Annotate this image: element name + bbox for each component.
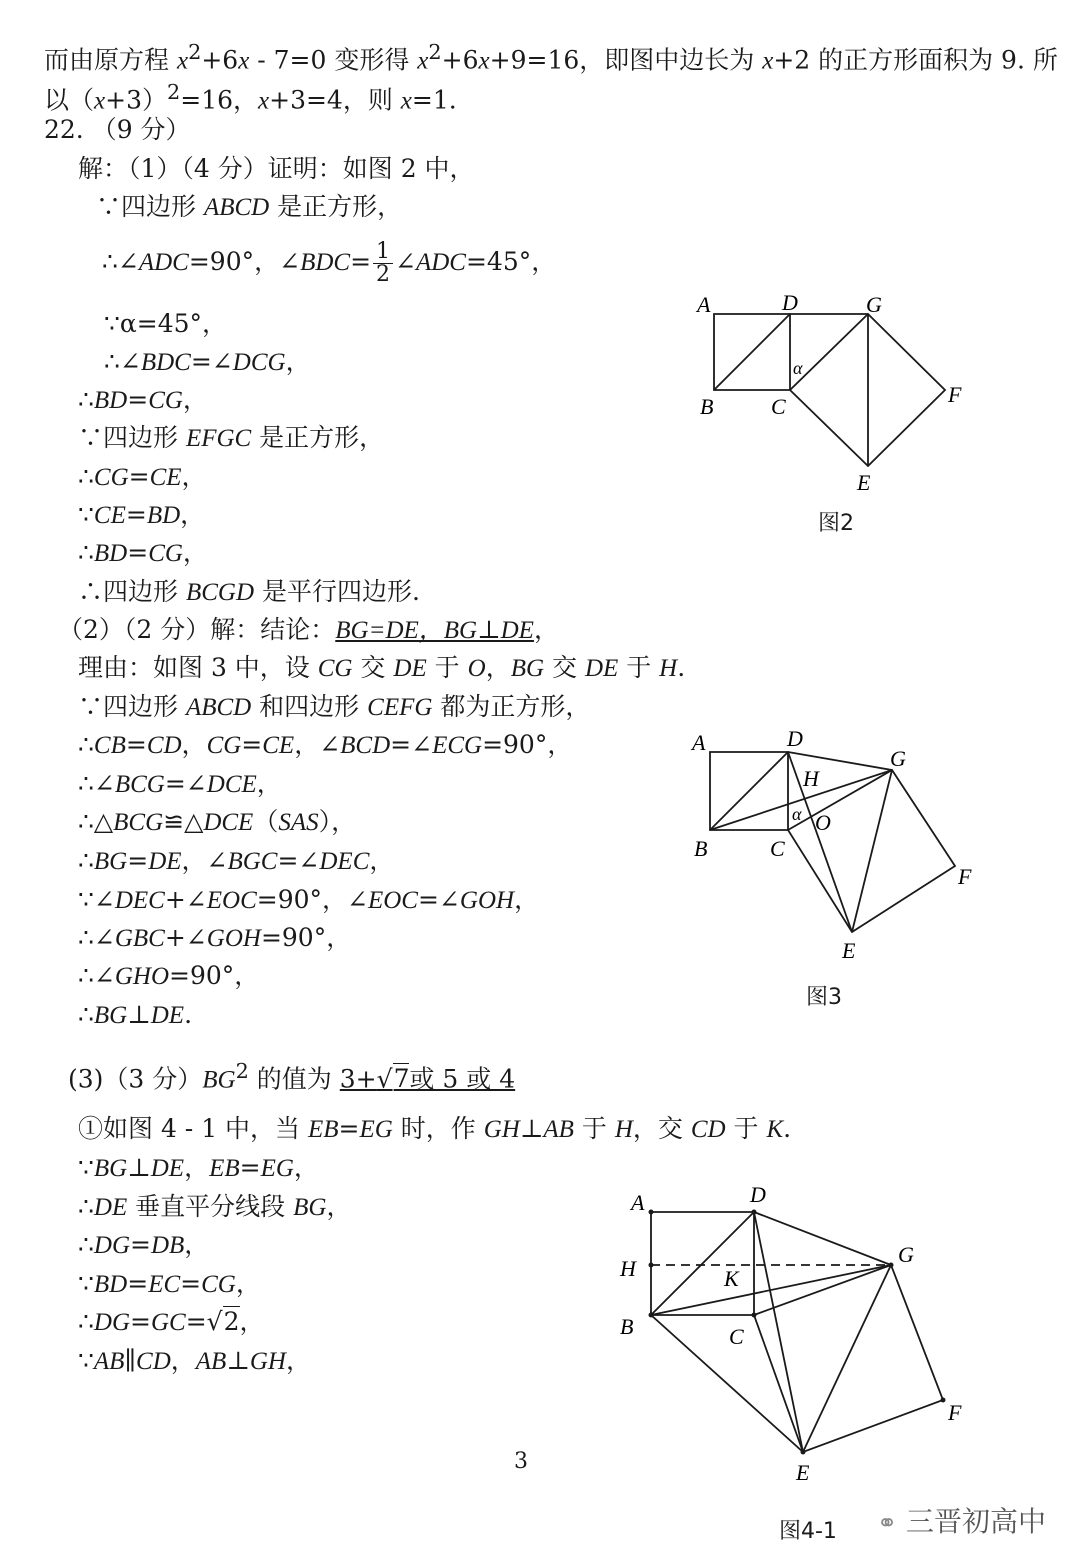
text-line: ∵BG⊥DE，EB=EG， <box>78 1153 319 1182</box>
text-line: 解：（1）（4 分）证明：如图 2 中， <box>78 154 475 183</box>
label-f: F <box>958 864 972 889</box>
point-c <box>752 1313 757 1318</box>
text-line: ∴BG⊥DE. <box>78 1000 193 1029</box>
figure-3-caption: 图3 <box>806 985 842 1010</box>
label-d: D <box>782 290 798 315</box>
text-line: ∵四边形 ABCD 和四边形 CEFG 都为正方形， <box>78 692 591 721</box>
text-line: ∴∠GBC+∠GOH=90°， <box>78 923 352 952</box>
point-b <box>649 1313 654 1318</box>
text-line: ∴DG=DB， <box>78 1230 210 1259</box>
text-line: ∵BD=EC=CG， <box>78 1269 261 1298</box>
text-line: 以$(x+3)^2=16$，x+3=4，则 x=1. <box>44 80 457 115</box>
text-line: ∵CE=BD， <box>78 500 206 529</box>
text-line: ∵四边形 ABCD 是正方形， <box>96 192 403 221</box>
text-line: ∴CB=CD，CG=CE，∠BCD=∠ECG=90°， <box>78 730 573 759</box>
label-f: F <box>948 382 962 407</box>
label-g: G <box>898 1242 914 1267</box>
segment-bd <box>651 1212 754 1315</box>
text-line: （2）（2 分）解：结论：BG=DE，BG⊥DE， <box>58 615 559 644</box>
label-d: D <box>750 1182 766 1207</box>
figure-2-caption: 图2 <box>818 511 854 536</box>
text-line: ∴∠BDC=∠DCG， <box>104 347 311 376</box>
text-line: ∴∠GHO=90°， <box>78 961 260 990</box>
fraction: $\frac{1}{2}$ <box>373 241 393 286</box>
label-h: H <box>620 1256 636 1281</box>
text-line: ∴△BCG≌△DCE（SAS）， <box>78 807 357 836</box>
text-line: ∴∠BCG=∠DCE， <box>78 769 282 798</box>
text-line: ①如图 4 - 1 中，当 EB=EG 时，作 GH⊥AB 于 H，交 CD 于 K. <box>78 1114 792 1143</box>
label-e: E <box>842 938 856 963</box>
label-alpha: α <box>792 804 802 824</box>
text-line: 理由：如图 3 中，设 CG 交 DE 于 O，BG 交 DE 于 H. <box>78 653 686 682</box>
text-line: ∴DE 垂直平分线段 BG， <box>78 1192 352 1221</box>
text-line: ∴DG=GC=√2， <box>78 1307 265 1336</box>
label-b: B <box>694 836 708 861</box>
label-k: K <box>724 1266 739 1291</box>
segment-dg <box>754 1212 891 1265</box>
text-line: ∵α=45°， <box>104 309 228 338</box>
label-a: A <box>692 730 706 755</box>
label-o: O <box>815 810 831 835</box>
text-line: ∴BG=DE，∠BGC=∠DEC， <box>78 846 395 875</box>
label-g: G <box>890 746 906 771</box>
label-a: A <box>631 1190 645 1215</box>
label-d: D <box>787 726 803 751</box>
label-b: B <box>700 394 714 419</box>
label-c: C <box>771 394 786 419</box>
segment-be <box>651 1315 803 1452</box>
text-line: ∴∠ADC=90°，∠BDC= $\frac{1}{2}$ ∠ADC=45°， <box>102 239 557 287</box>
square-cefg <box>754 1265 943 1452</box>
point-g <box>889 1263 894 1268</box>
label-c: C <box>729 1324 744 1349</box>
figure-4-1-caption: 图4-1 <box>779 1519 837 1544</box>
text-line: ∵四边形 EFGC 是正方形， <box>78 423 385 452</box>
text-line: ∵AB∥CD，AB⊥GH， <box>78 1346 311 1375</box>
label-h: H <box>803 766 819 791</box>
label-f: F <box>948 1400 962 1425</box>
label-alpha: α <box>793 358 803 378</box>
question-number: 22. （9 分） <box>44 115 191 144</box>
point-a <box>649 1210 654 1215</box>
text-line: (3)（3 分）$BG^2$ 的值为 3+√7或 5 或 4 <box>68 1059 516 1094</box>
label-e: E <box>857 470 871 495</box>
watermark: ⚭ 三晋初高中 <box>876 1505 1046 1538</box>
text-line: ∴四边形 BCGD 是平行四边形. <box>78 577 420 606</box>
text-line: ∵∠DEC+∠EOC=90°，∠EOC=∠GOH， <box>78 885 540 914</box>
point-e <box>801 1450 806 1455</box>
wechat-icon: ⚭ <box>876 1509 898 1537</box>
point-f <box>941 1398 946 1403</box>
point-h <box>649 1263 654 1268</box>
point-d <box>752 1210 757 1215</box>
label-b: B <box>620 1314 634 1339</box>
label-c: C <box>770 836 785 861</box>
page-number: 3 <box>514 1449 528 1474</box>
text-line: ∴BD=CG， <box>78 538 208 567</box>
label-a: A <box>697 292 711 317</box>
label-e: E <box>796 1460 810 1485</box>
text-line: ∴CG=CE， <box>78 462 207 491</box>
segment-de <box>754 1212 803 1452</box>
text-line: ∴BD=CG， <box>78 385 208 414</box>
label-g: G <box>866 292 882 317</box>
text-line: 而由原方程 $x^2+6x - 7=0$ 变形得 $x^2+6x+9=16$，即图中边长为 x+2 的正方形面积为 9. 所 <box>44 40 1058 75</box>
segment-bg <box>651 1265 891 1315</box>
